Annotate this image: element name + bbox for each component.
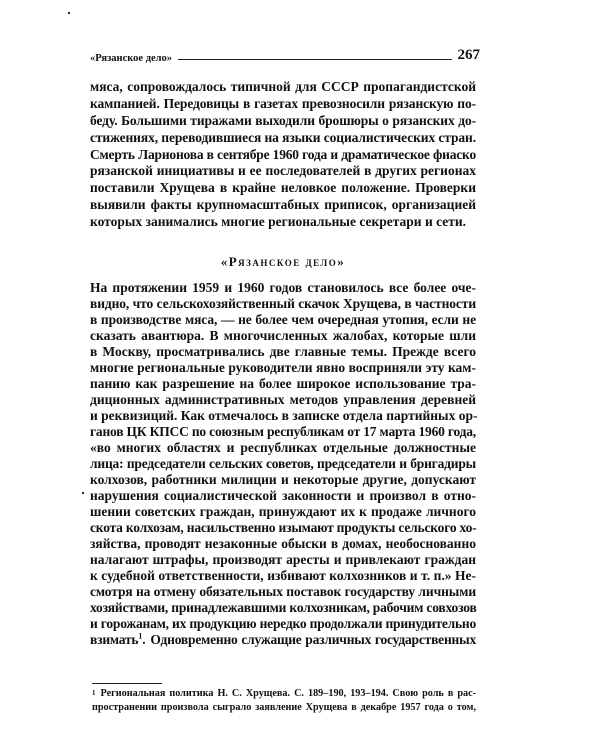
text-line: нарушения социалистической законности и произвол в отно- — [90, 488, 476, 503]
paragraph-1 — [90, 79, 476, 231]
text-line: диционных административных методов управления деревней — [90, 392, 476, 407]
text-fragment-word: взимать — [90, 632, 139, 647]
footnote-number: 1 — [92, 689, 96, 697]
text-line: ганов ЦК КПСС по союзным республикам от 17 марта 1960 года, — [90, 424, 476, 439]
text-line: Смерть Ларионова в сентябре 1960 года и драматическое фиаско — [90, 146, 476, 162]
text-line: выявили факты крупномасштабных приписок, организацией — [90, 197, 476, 213]
page-number: 267 — [457, 47, 480, 63]
footnote-reference[interactable]: 1 — [138, 631, 143, 641]
footnote-line — [92, 687, 476, 701]
paragraph-2 — [90, 280, 476, 648]
text-line: к судебной ответственности, избивают колхозников и т. п.» Не- — [90, 568, 476, 583]
section-heading: «Рязанское дело» — [220, 254, 346, 269]
text-line: мяса, сопровождалось типичной для СССР пропагандистской — [90, 79, 476, 94]
text-line: зяйства, проводят незаконные обыски в домах, необоснованно — [90, 536, 476, 551]
running-header — [90, 46, 480, 64]
text-line: колхозов, работники милиции и некоторые другие, допускают — [90, 472, 476, 487]
text-line: в производстве мяса, — не более чем очередная утопия, если не — [90, 312, 476, 327]
text-line: шении советских граждан, принуждают их к продаже личного — [90, 504, 476, 519]
text-line: многие региональные руководители явно восприняли эту кам- — [90, 360, 476, 375]
text-line: На протяжении 1959 и 1960 годов становилось все более оче- — [90, 280, 476, 295]
footnote-text: Региональная политика Н. С. Хрущева. С. 189–190, 193–194. Свою роль в рас- — [100, 688, 476, 699]
header-rule — [178, 59, 451, 60]
footnote — [92, 687, 476, 714]
text-line: и горожанам, их продукцию нередко продолжали принудительно — [90, 616, 477, 631]
text-line: поставили Хрущева в крайне неловкое положение. Проверки — [90, 180, 476, 196]
text-line: лица: председатели сельских советов, председатели и бригадиры — [90, 456, 476, 471]
text-line: сказать авантюра. В многочисленных жалобах, которые шли — [90, 328, 476, 343]
text-line: скота колхозам, насильственно изымают продукты сельского хо- — [90, 520, 477, 535]
text-line: смотря на отмену обязательных поставок государству личными — [90, 584, 476, 599]
footnote-line: пространении произвола сыграло заявление Хрущева в декабре 1957 года о том, — [92, 701, 476, 713]
scan-speck — [68, 12, 70, 14]
text-line: которых занимались многие региональные секретари и сети. — [90, 214, 467, 230]
text-line: рязанской инициативы и ее последователей в других регионах — [90, 163, 476, 179]
text-line: налагают штрафы, производят аресты и привлекают граждан — [90, 552, 476, 567]
text-fragment: Одновременно служащие различных государственных — [150, 632, 476, 647]
text-line — [90, 632, 476, 648]
text-line: «во многих областях и республиках отдельные должностные — [90, 440, 476, 455]
scan-speck — [82, 492, 84, 494]
footnote-rule — [92, 683, 162, 684]
text-fragment: взимать$^1$. — [90, 631, 146, 647]
text-line: кампанией. Передовицы в газетах превозносили рязанскую по- — [90, 95, 476, 111]
running-title: «Рязанское дело» — [90, 53, 173, 64]
text-line: и реквизиций. Как отмечалось в записке отдела партийных ор- — [90, 408, 478, 423]
text-line: видно, что сельскохозяйственный скачок Хрущева, в частности — [90, 296, 476, 311]
text-line: хозяйствами, принадлежавшими колхозникам, рабочим совхозов — [90, 600, 477, 615]
text-line: в Москву, просматривались две главные темы. Прежде всего — [90, 344, 476, 359]
text-line: панию как разрешение на более широкое использование тра- — [90, 376, 476, 391]
text-line: беду. Большими тиражами выходили брошюры о рязанских до- — [90, 112, 476, 128]
text-line: стижениях, переводившиеся на языки социалистических стран. — [90, 129, 476, 145]
